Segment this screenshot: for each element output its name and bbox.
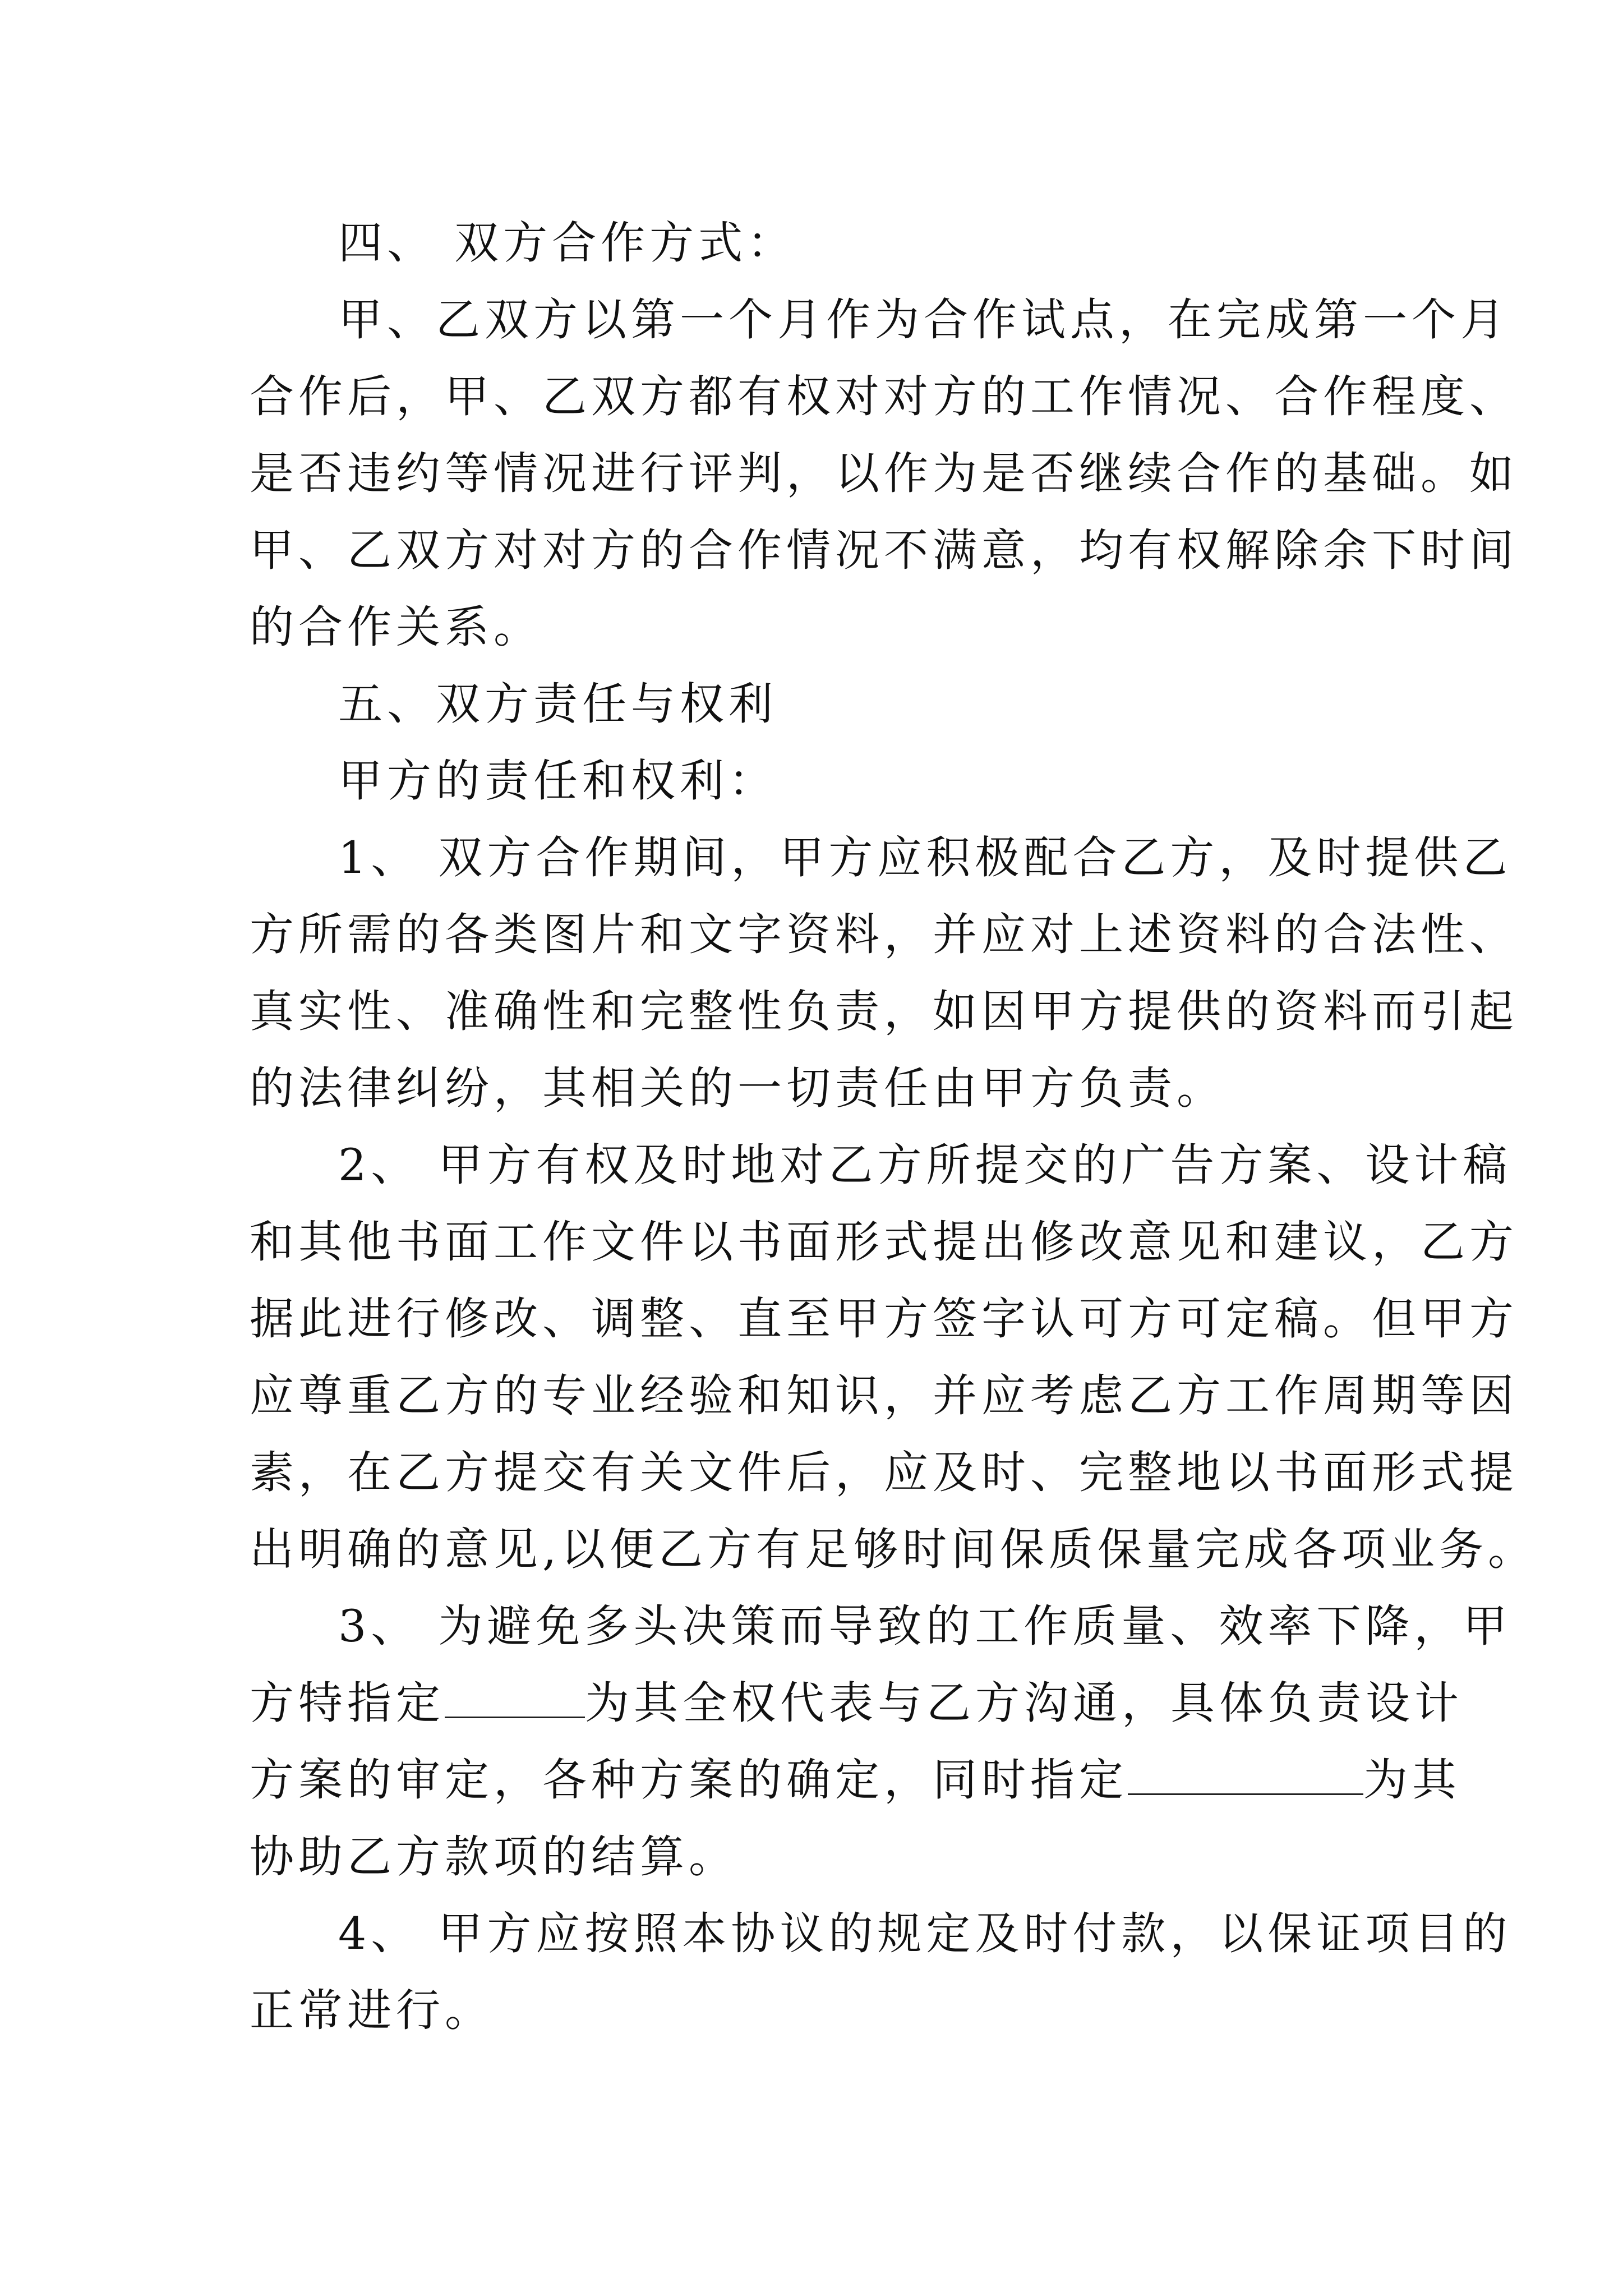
clause-4-line: 4、 甲方应按照本协议的规定及时付款，以保证项目的: [338, 1908, 1512, 1959]
clause-2-line: 出明确的意见,以便乙方有足够时间保质保量完成各项业务。: [250, 1524, 1537, 1575]
clause-1-line: 1、 双方合作期间，甲方应积极配合乙方，及时提供乙: [338, 832, 1512, 884]
clause-3-line: 3、 为避免多头决策而导致的工作质量、效率下降，甲: [338, 1600, 1512, 1652]
paragraph-line: 甲、乙双方以第一个月作为合作试点，在完成第一个月: [338, 294, 1509, 346]
clause-4-line: 正常进行。: [250, 1985, 494, 2036]
clause-1-line: 的法律纠纷，其相关的一切责任由甲方负责。: [250, 1062, 1225, 1114]
paragraph-line: 的合作关系。: [250, 601, 542, 653]
document-body: [250, 205, 1537, 2049]
section-heading-cooperation-mode: 四、 双方合作方式：: [338, 217, 796, 269]
clause-3-line: [250, 1742, 1461, 1819]
clause-3-line: 协助乙方款项的结算。: [250, 1831, 737, 1883]
clause-3-text: 为其全权代表与乙方沟通，具体负责设计: [585, 1677, 1463, 1729]
paragraph-line: 甲、乙双方对对方的合作情况不满意，均有权解除余下时间: [250, 524, 1518, 576]
clause-3-text: 方案的审定，各种方案的确定，同时指定: [250, 1754, 1128, 1806]
paragraph-line: 合作后，甲、乙双方都有权对对方的工作情况、合作程度、: [250, 371, 1518, 422]
paragraph-line: 是否违约等情况进行评判，以作为是否继续合作的基础。如: [250, 448, 1518, 499]
clause-2-line: 应尊重乙方的专业经验和知识，并应考虑乙方工作周期等因: [250, 1370, 1518, 1421]
clause-3-text: 方特指定: [250, 1677, 445, 1729]
representative-blank-field[interactable]: [445, 1680, 585, 1718]
subheading-party-a: 甲方的责任和权利：: [338, 755, 777, 807]
clause-1-line: 真实性、准确性和完整性负责，如因甲方提供的资料而引起: [250, 986, 1518, 1037]
clause-3-line: [250, 1665, 1463, 1742]
clause-1-line: 方所需的各类图片和文字资料，并应对上述资料的合法性、: [250, 909, 1518, 960]
clause-3-text: 为其: [1363, 1754, 1461, 1806]
clause-2-line: 据此进行修改、调整、直至甲方签字认可方可定稿。但甲方: [250, 1293, 1518, 1345]
section-heading-responsibilities: 五、双方责任与权利: [338, 678, 777, 730]
clause-2-line: 和其他书面工作文件以书面形式提出修改意见和建议，乙方: [250, 1216, 1518, 1268]
clause-2-line: 素，在乙方提交有关文件后，应及时、完整地以书面形式提: [250, 1447, 1518, 1498]
clause-2-line: 2、 甲方有权及时地对乙方所提交的广告方案、设计稿: [338, 1139, 1512, 1191]
settlement-assistant-blank-field[interactable]: [1128, 1756, 1363, 1795]
